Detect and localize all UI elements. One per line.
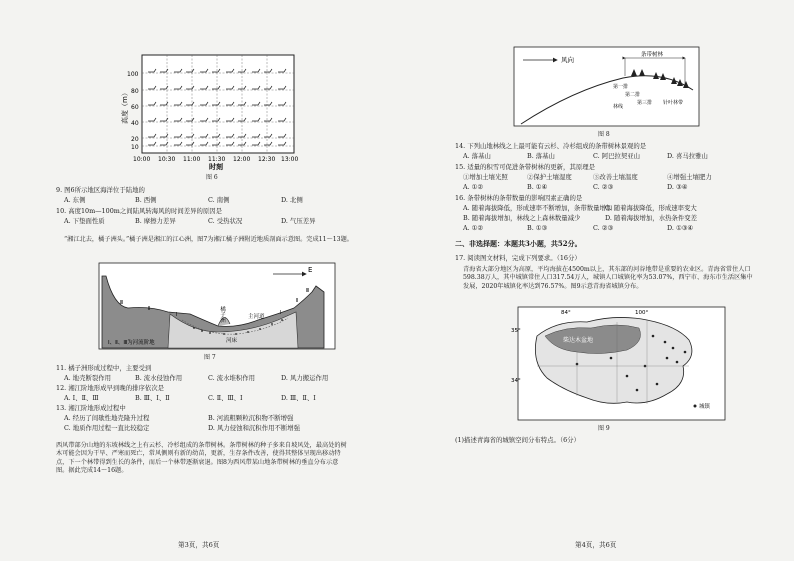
q15-sub-1: ①增加土壤光照 <box>463 173 508 181</box>
fig7-label-island: 橘子洲 <box>219 306 225 323</box>
svg-text:Ⅰ: Ⅰ <box>280 310 282 316</box>
q16-option-c[interactable]: C. ②③ <box>593 224 614 232</box>
fig7-caption: 图 7 <box>204 354 216 361</box>
fig6-xtick: 11:00 <box>183 156 201 163</box>
q12-option-a[interactable]: A. Ⅰ、Ⅱ、Ⅲ <box>64 394 99 402</box>
q16-statement-2: B. 随着海拔增加，林线之上森林数量减少 <box>463 214 581 222</box>
section-2-heading: 二、非选择题：本题共3小题，共52分。 <box>455 239 582 248</box>
q13-option-a[interactable]: A. 经历了间歇性地壳隆升过程 <box>64 414 150 422</box>
fig6-ytick: 10 <box>131 144 139 151</box>
q14-option-c[interactable]: C. 阿巴拉契亚山 <box>593 152 641 160</box>
fig6-xtick: 11:30 <box>208 156 226 163</box>
svg-text:Ⅱ: Ⅱ <box>296 298 299 304</box>
fig6-xtick: 12:00 <box>233 156 251 163</box>
q15-sub-3: ③改善土壤温度 <box>593 173 638 181</box>
intro-11-13: “湘江北去，橘子洲头。”橘子洲是湘江的江心洲，图7为湘江橘子洲附近地质剖面示意图。完成11～13题。 <box>64 236 353 243</box>
fig6-ytick: 40 <box>131 120 139 127</box>
svg-text:Ⅲ: Ⅲ <box>120 300 124 306</box>
q9-option-b[interactable]: B. 西侧 <box>135 196 157 204</box>
q15-sub-2: ②保护土壤湿度 <box>527 173 572 181</box>
q16-option-d[interactable]: D. ①③④ <box>667 224 694 232</box>
fig6-caption: 图 6 <box>206 174 218 181</box>
fig6-ytick: 60 <box>131 104 139 111</box>
q17-stem: 17. 阅读图文材料，完成下列要求。（16分） <box>455 254 581 262</box>
fig8-label-row2: 第二排 <box>625 92 641 98</box>
q11-option-b[interactable]: B. 流水侵蚀作用 <box>135 374 183 382</box>
figure-6-chart <box>112 52 302 170</box>
q16-option-b[interactable]: B. ①③ <box>527 224 548 232</box>
q12-option-b[interactable]: B. Ⅲ、Ⅰ、Ⅱ <box>135 394 170 402</box>
fig6-ytick: 20 <box>131 136 139 143</box>
q15-option-c[interactable]: C. ②③ <box>593 183 614 191</box>
fig9-lon-84: 84° <box>561 310 571 316</box>
q14-option-a[interactable]: A. 落基山 <box>463 152 491 160</box>
q10-option-c[interactable]: C. 受热状况 <box>208 217 243 225</box>
q15-option-b[interactable]: B. ①④ <box>527 183 548 191</box>
page-footer-3: 第3页，共6页 <box>178 541 220 549</box>
figure-8-diagram <box>513 46 701 128</box>
q11-option-c[interactable]: C. 流水堆积作用 <box>208 374 256 382</box>
page-4 <box>397 0 794 561</box>
q13-option-c[interactable]: C. 地质作用过程一直比较稳定 <box>64 424 150 432</box>
fig6-xtick: 13:00 <box>281 156 299 163</box>
q17-material: 青海省大部分地区为高原，平均海拔在4500m以上，其东部的河谷地带是重要的农业区。青海省常住人口598.38万人，其中城镇常住人口317.54万人，城镇人口城镇化率为53.07%，西宁市、海东市生活区集中发展，2020年城镇化率达到76.57%。图9示意青海省城镇分布。 <box>463 266 753 290</box>
q10-stem: 10. 高度10m—100m之间陆风转海风的时间差异的原因是 <box>56 207 223 215</box>
q10-option-b[interactable]: B. 摩擦力差异 <box>135 217 176 225</box>
fig7-label-channel: 主河道 <box>248 314 265 320</box>
q13-stem: 13. 湘江阶地形成过程中 <box>56 404 126 412</box>
fig6-xlabel: 时刻 <box>209 163 223 171</box>
q12-stem: 12. 湘江阶地形成早到晚的排序依次是 <box>56 384 165 392</box>
svg-text:Ⅲ: Ⅲ <box>306 288 310 294</box>
fig7-arrow-label: E <box>308 266 313 274</box>
q15-option-a[interactable]: A. ①② <box>463 183 484 191</box>
fig6-ylabel: 高度（m） <box>121 89 129 124</box>
fig9-caption: 图 9 <box>598 425 610 432</box>
q16-option-a[interactable]: A. ①② <box>463 224 484 232</box>
fig6-xtick: 10:00 <box>133 156 151 163</box>
intro-14-16: 西风带部分山地的东坡林线之上有云杉、冷杉组成的条带树林。条带树林的种子多来自坡风处，最高处的树木可能会因为干旱、严寒而死亡，常风侧则有新的幼苗，更新，生存条件改善，使得其整体呈现出移动特点，下一个林带得到生长的条件，而后一个林带逐渐衰退。图8为西风带某山地条带树林的垂直分布示意图。据此完成14～16题。 <box>56 442 347 475</box>
q14-option-b[interactable]: B. 落基山 <box>527 152 555 160</box>
figure-9-map <box>511 306 727 422</box>
q14-stem: 14. 下列山地林线之上最可能有云杉、冷杉组成的条带树林景观的是 <box>455 142 647 150</box>
q16-statement-4: D. 随着海拔增加，水热条件变差 <box>605 214 698 222</box>
q13-option-b[interactable]: B. 河流粗颗粒沉积物不断增强 <box>208 414 294 422</box>
fig8-label-treeline: 林线 <box>613 104 624 110</box>
fig8-label-conifer: 针叶林带 <box>663 100 684 106</box>
q16-statement-1: A. 随着海拔降低，形成速率不断增加，条带数量增加 <box>463 204 613 212</box>
fig9-legend: 城镇 <box>699 404 711 410</box>
fig8-label-row1: 第一排 <box>613 84 629 90</box>
q11-stem: 11. 橘子洲形成过程中，主要受到 <box>56 364 152 372</box>
q14-option-d[interactable]: D. 喜马拉雅山 <box>667 152 708 160</box>
svg-text:Ⅱ: Ⅱ <box>148 306 151 312</box>
figure-7-diagram <box>98 262 338 352</box>
q11-option-a[interactable]: A. 地壳断裂作用 <box>64 374 112 382</box>
q15-option-d[interactable]: D. ③④ <box>667 183 688 191</box>
fig9-lon-100: 100° <box>635 310 649 316</box>
fig6-ytick: 100 <box>127 71 139 78</box>
q9-stem: 9. 图6所示地区海洋位于陆地的 <box>56 186 145 194</box>
fig6-ytick: 80 <box>131 88 139 95</box>
fig6-xtick: 12:30 <box>258 156 276 163</box>
q16-stem: 16. 条带树林的条带数量的影响因素正确的是 <box>455 194 583 202</box>
fig9-lat-35: 35° <box>511 328 521 334</box>
fig8-label-row3: 第三排 <box>637 100 653 106</box>
q10-option-a[interactable]: A. 下垫面性质 <box>64 217 105 225</box>
q17-subquestion-1: (1)描述青海省的城镇空间分布特点。（6分） <box>455 436 580 444</box>
fig8-wind-label: 风向 <box>561 56 574 64</box>
fig8-caption: 图 8 <box>598 131 610 138</box>
q15-sub-4: ④增强土壤肥力 <box>667 173 712 181</box>
fig7-label-riverbed: 河床 <box>226 338 238 344</box>
q13-option-d[interactable]: D. 风力侵蚀和沉积作用不断增强 <box>208 424 301 432</box>
q10-option-d[interactable]: D. 气压差异 <box>281 217 316 225</box>
fig8-belt-label: 条带树林 <box>641 52 664 58</box>
q12-option-d[interactable]: D. Ⅲ、Ⅱ、Ⅰ <box>281 394 316 402</box>
page-footer-4: 第4页，共6页 <box>575 541 617 549</box>
q12-option-c[interactable]: C. Ⅱ、Ⅲ、Ⅰ <box>208 394 243 402</box>
q9-option-d[interactable]: D. 北侧 <box>281 196 303 204</box>
q9-option-c[interactable]: C. 南侧 <box>208 196 230 204</box>
fig9-basin-label: 柴达木盆地 <box>563 337 594 344</box>
fig7-legend: Ⅰ、Ⅱ、Ⅲ为河流阶地 <box>108 340 155 346</box>
q9-option-a[interactable]: A. 东侧 <box>64 196 86 204</box>
q15-stem: 15. 适量的积雪可促进条带树林的更新，其原理是 <box>455 163 596 171</box>
fig9-lat-34: 34° <box>511 378 521 384</box>
svg-text:Ⅰ: Ⅰ <box>176 312 178 318</box>
fig6-xtick: 10:30 <box>158 156 176 163</box>
q16-statement-3: C. 随着海拔降低，形成速率变大 <box>605 204 697 212</box>
q11-option-d[interactable]: D. 风力搬运作用 <box>281 374 329 382</box>
